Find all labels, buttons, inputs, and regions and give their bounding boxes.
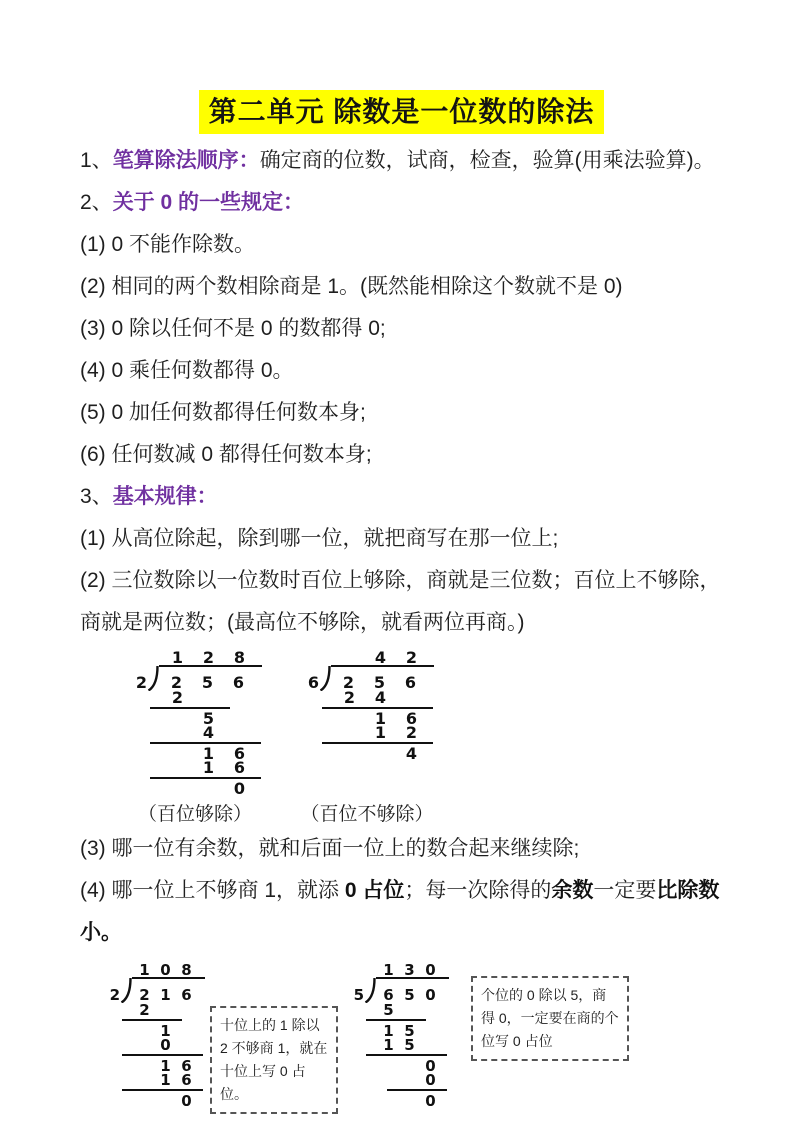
division-step-row — [348, 1024, 449, 1038]
basic-rule-3: (3) 哪一位有余数，就和后面一位上的数合起来继续除; — [80, 837, 580, 860]
division-step-row — [130, 709, 262, 728]
division-digit: 2 — [405, 648, 418, 667]
division-digit: 2 — [139, 1001, 150, 1019]
division-digit: 1 — [160, 1071, 171, 1089]
divisor: 5 — [353, 986, 364, 1004]
division-digit: 5 — [373, 673, 386, 692]
division-examples-top — [128, 648, 723, 828]
division-digit: 6 — [383, 986, 394, 1004]
division-digit: 6 — [404, 673, 417, 692]
division-line — [387, 1089, 447, 1093]
division-digit: 5 — [202, 709, 215, 728]
division-digit: 2 — [342, 673, 355, 692]
text-segment: (4) 哪一位上不够商 1，就添 — [80, 879, 345, 902]
text-segment: 2、 — [80, 191, 113, 214]
division-digit: 2 — [139, 986, 150, 1004]
division-digit: 6 — [233, 758, 246, 777]
division-digit: 1 — [160, 986, 171, 1004]
long-division-216-by-2 — [104, 960, 205, 1108]
division-digit: 1 — [202, 758, 215, 777]
division-bracket-icon — [120, 977, 132, 1003]
divisor: 2 — [109, 986, 120, 1004]
division-digit: 1 — [374, 723, 387, 742]
division-digit: 2 — [343, 688, 356, 707]
division-digit: 4 — [202, 723, 215, 742]
division-digit: 1 — [202, 744, 215, 763]
division-digit: 2 — [170, 673, 183, 692]
division-step-row — [104, 1073, 205, 1087]
division-digit: 2 — [405, 723, 418, 742]
division-step-row — [302, 688, 434, 707]
divisor: 6 — [307, 673, 319, 692]
division-step-row — [348, 1003, 449, 1017]
division-digit: 1 — [374, 709, 387, 728]
division-digit: 0 — [160, 1036, 171, 1054]
division-examples-bottom — [104, 960, 723, 1114]
dividend-row — [348, 977, 449, 1003]
division-step-row — [104, 1024, 205, 1038]
zero-rule-5: (5) 0 加任何数都得任何数本身; — [80, 401, 366, 424]
division-step-row — [130, 688, 262, 707]
division-digit: 6 — [181, 1071, 192, 1089]
dividend-row — [104, 977, 205, 1003]
division-digit: 6 — [233, 744, 246, 763]
division-digit: 4 — [374, 648, 387, 667]
division-digit: 5 — [201, 673, 214, 692]
zero-rule-3: (3) 0 除以任何不是 0 的数都得 0; — [80, 317, 386, 340]
division-step-row — [302, 744, 434, 763]
division-caption-right: （百位不够除） — [300, 804, 434, 825]
note-box-right: 个位的 0 除以 5，商得 0，一定要在商的个位写 0 占位 — [471, 976, 629, 1061]
quotient-row — [104, 960, 205, 977]
division-digit: 3 — [404, 961, 415, 979]
division-digit: 1 — [383, 961, 394, 979]
long-division-650-by-5 — [348, 960, 449, 1108]
zero-rule-1: (1) 0 不能作除数。 — [80, 233, 256, 256]
quotient-row — [130, 648, 262, 665]
division-line — [150, 707, 230, 711]
long-division-256-by-2 — [130, 648, 262, 796]
division-digit: 1 — [383, 1036, 394, 1054]
quotient-row — [348, 960, 449, 977]
division-slot — [300, 648, 434, 798]
division-digit: 6 — [181, 986, 192, 1004]
divisor: 2 — [135, 673, 147, 692]
division-bracket-icon — [147, 665, 159, 691]
text-segment: 0 占位 — [344, 879, 405, 902]
division-line — [122, 1019, 182, 1023]
division-digit: 6 — [405, 709, 418, 728]
division-example-column-right — [300, 648, 434, 828]
text-segment: 基本规律： — [112, 485, 218, 508]
division-step-row — [130, 758, 262, 777]
division-digit: 1 — [383, 1022, 394, 1040]
division-digit: 1 — [160, 1057, 171, 1075]
zero-rule-2: (2) 相同的两个数相除商是 1。(既然能相除这个数就不是 0) — [80, 275, 623, 298]
division-digit: 0 — [425, 1071, 436, 1089]
text-segment: 笔算除法顺序： — [112, 149, 260, 172]
division-bracket-icon — [319, 665, 331, 691]
division-digit: 0 — [425, 1057, 436, 1075]
division-digit: 4 — [405, 744, 418, 763]
division-line — [366, 1019, 426, 1023]
division-digit: 8 — [233, 648, 246, 667]
basic-rule-4 — [80, 870, 723, 954]
text-segment: 比除数小。 — [80, 879, 720, 944]
long-division-256-by-6 — [302, 648, 434, 761]
division-digit: 0 — [160, 961, 171, 979]
division-digit: 5 — [404, 986, 415, 1004]
division-digit: 0 — [425, 1092, 436, 1110]
note-box-left: 十位上的 1 除以 2 不够商 1，就在十位上写 0 占位。 — [210, 1006, 338, 1114]
division-step-row — [348, 1094, 449, 1108]
division-step-row — [104, 1003, 205, 1017]
division-step-row — [302, 723, 434, 742]
text-segment: 3、 — [80, 485, 113, 508]
division-digit: 2 — [202, 648, 215, 667]
quotient-row — [302, 648, 434, 665]
division-step-row — [104, 1038, 205, 1052]
division-digit: 1 — [171, 648, 184, 667]
text-segment: 关于 0 的一些规定： — [112, 191, 305, 214]
division-digit: 0 — [425, 961, 436, 979]
section-3-heading — [80, 476, 723, 518]
zero-rule-4: (4) 0 乘任何数都得 0。 — [80, 359, 294, 382]
division-bracket-icon — [364, 977, 376, 1003]
dividend-row — [302, 665, 434, 691]
division-step-row — [348, 1073, 449, 1087]
zero-rule-6: (6) 任何数减 0 都得任何数本身; — [80, 443, 372, 466]
division-digit: 2 — [171, 688, 184, 707]
division-digit: 8 — [181, 961, 192, 979]
text-segment: ；每一次除得的 — [404, 879, 552, 902]
dividend — [376, 977, 449, 1003]
division-digit: 1 — [139, 961, 150, 979]
text-segment: 余数 — [551, 879, 594, 902]
division-digit: 0 — [233, 779, 246, 798]
division-digit: 0 — [181, 1092, 192, 1110]
text-segment: 确定商的位数，试商，检查，验算(用乘法验算)。 — [259, 149, 715, 172]
division-digit: 0 — [425, 986, 436, 1004]
division-caption-left: （百位够除） — [137, 804, 252, 825]
division-slot — [128, 648, 262, 798]
dividend-row — [130, 665, 262, 691]
division-step-row — [348, 1038, 449, 1052]
division-step-row — [130, 779, 262, 798]
division-step-row — [104, 1094, 205, 1108]
page-title: 第二单元 除数是一位数的除法 — [199, 90, 605, 134]
basic-rule-2: (2) 三位数除以一位数时百位上够除，商就是三位数；百位上不够除，商就是两位数；(最高位不够除，就看两位再商。) — [80, 569, 721, 634]
basic-rule-1: (1) 从高位除起，除到哪一位，就把商写在那一位上; — [80, 527, 559, 550]
division-step-row — [130, 723, 262, 742]
division-example-column-left — [128, 648, 262, 828]
division-digit: 5 — [404, 1022, 415, 1040]
division-digit: 4 — [374, 688, 387, 707]
division-digit: 6 — [181, 1057, 192, 1075]
text-segment: 一定要 — [593, 879, 657, 902]
division-digit: 6 — [232, 673, 245, 692]
text-segment: 1、 — [80, 149, 113, 172]
section-2-heading — [80, 182, 723, 224]
division-digit: 1 — [160, 1022, 171, 1040]
division-digit: 5 — [383, 1001, 394, 1019]
title-row — [80, 90, 723, 134]
division-digit: 5 — [404, 1036, 415, 1054]
section-1-heading — [80, 140, 723, 182]
dividend — [132, 977, 205, 1003]
